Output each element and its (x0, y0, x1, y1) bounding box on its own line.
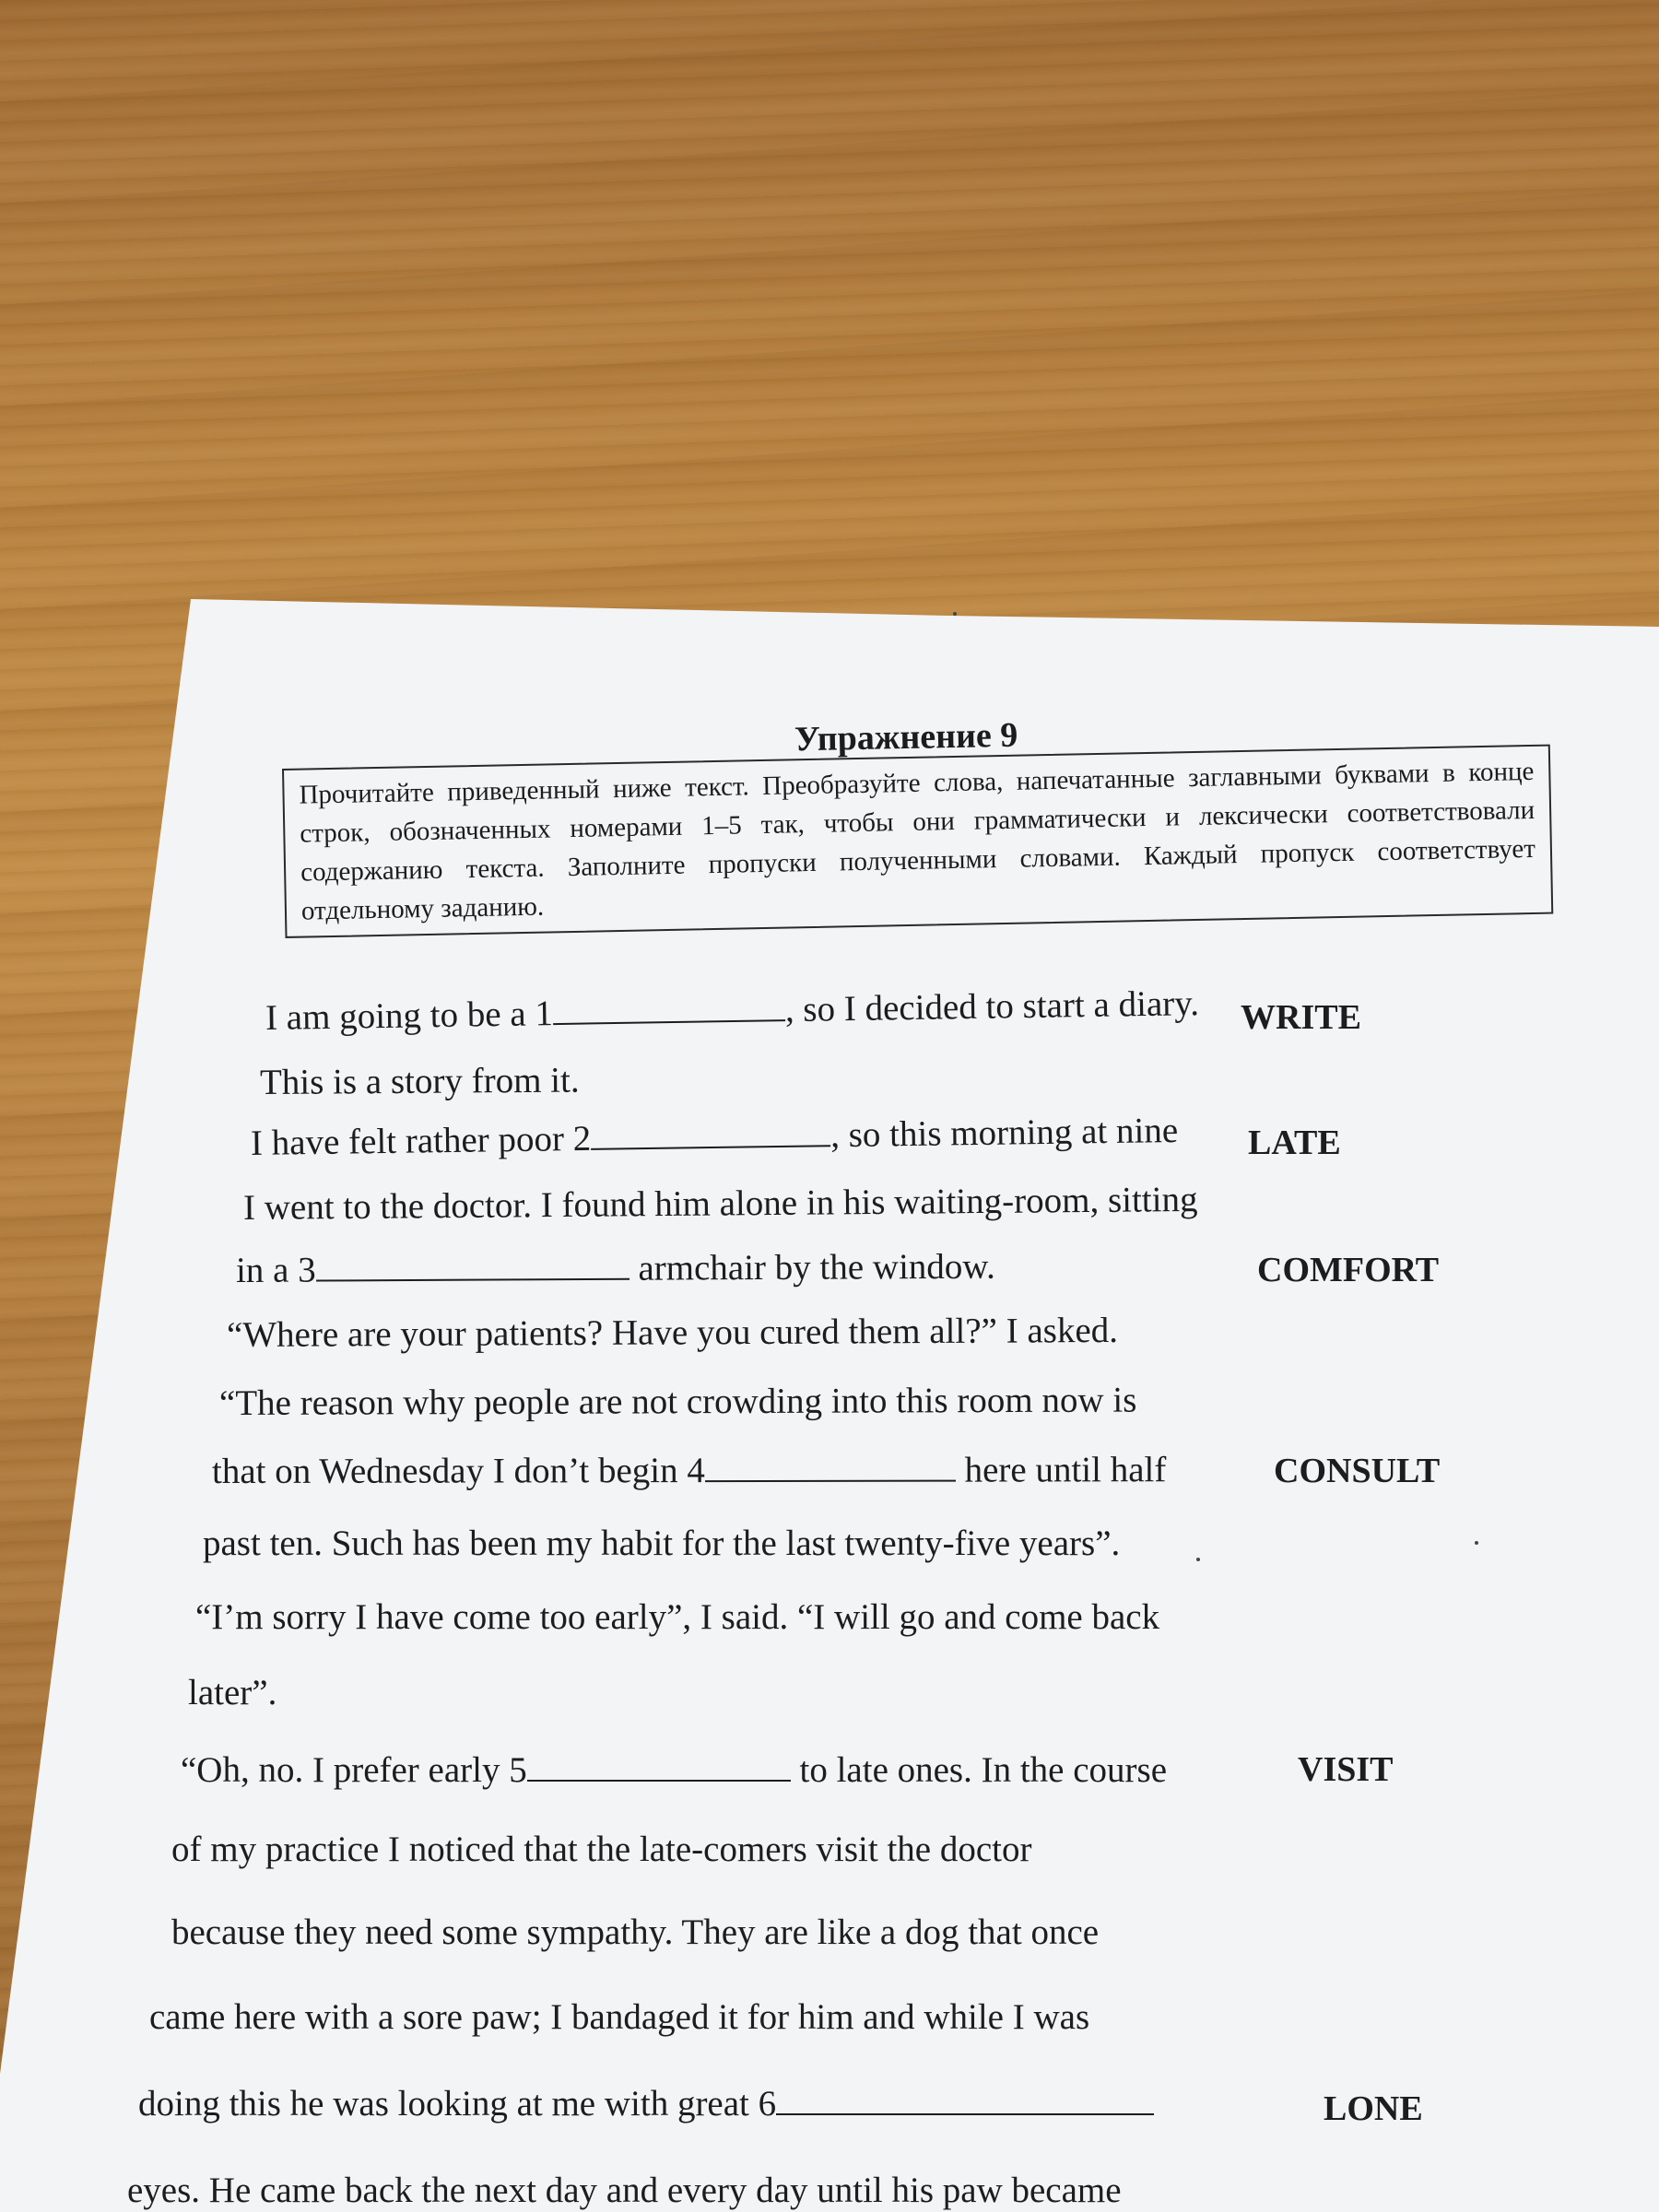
text-line-5 (236, 1246, 995, 1291)
line-text: in a 3 (235, 1250, 316, 1290)
text-line-11 (188, 1672, 276, 1713)
text-line-2 (260, 1060, 580, 1103)
ink-speck (1196, 1558, 1200, 1561)
ink-speck (1475, 1541, 1478, 1545)
ink-speck (953, 612, 957, 616)
keyword-consult: CONSULT (1274, 1452, 1441, 1490)
line-text: came here with a sore paw; I bandaged it for him and while I was (149, 1997, 1090, 2037)
text-line-6 (227, 1310, 1118, 1356)
line-text: I have felt rather poor 2 (250, 1118, 592, 1163)
line-text: I went to the doctor. I found him alone in his waiting-room, sitting (242, 1179, 1198, 1228)
line-text: to late ones. In the course (790, 1750, 1168, 1790)
keyword-write: WRITE (1241, 998, 1361, 1037)
line-text: that on Wednesday I don’t begin 4 (211, 1451, 705, 1491)
line-text: I am going to be a 1 (265, 994, 554, 1038)
line-text: , so I decided to start a diary. (784, 983, 1200, 1030)
text-line-8 (212, 1449, 1166, 1492)
answer-blank-2[interactable] (591, 1115, 830, 1150)
answer-blank-1[interactable] (553, 990, 786, 1025)
line-text: This is a story from it. (259, 1060, 580, 1102)
text-line-17 (127, 2170, 1122, 2211)
line-text: “Where are your patients? Have you cured them all?” I asked. (226, 1310, 1119, 1355)
answer-blank-4[interactable] (705, 1451, 956, 1482)
line-text: , so this morning at nine (830, 1110, 1179, 1156)
keyword-late: LATE (1248, 1124, 1341, 1162)
instructions-text: Прочитайте приведенный ниже текст. Преобразуйте слова, напечатанные заглавными буквами в конце строк, обозначенных номерами 1–5 так, чтобы они грамматически и лексически соответствовали содержанию текста. Заполните пропуски полученными словами. Каждый пропуск соответствует отдельному заданию. (299, 756, 1536, 926)
keyword-comfort: COMFORT (1257, 1251, 1440, 1289)
line-text: past ten. Such has been my habit for the last twenty-five years”. (203, 1524, 1121, 1563)
answer-blank-6[interactable] (776, 2084, 1154, 2115)
line-text: “Oh, no. I prefer early 5 (181, 1750, 527, 1790)
keyword-lone: LONE (1324, 2089, 1423, 2128)
text-line-7 (219, 1380, 1137, 1424)
text-line-4 (243, 1179, 1198, 1229)
exercise-title: Упражнение 9 (794, 715, 1018, 759)
answer-blank-3[interactable] (316, 1249, 629, 1282)
answer-blank-5[interactable] (527, 1750, 791, 1782)
line-text: doing this he was looking at me with great 6 (138, 2084, 777, 2124)
line-text: armchair by the window. (629, 1246, 995, 1288)
text-line-9 (203, 1523, 1120, 1564)
instructions-box (282, 745, 1553, 938)
line-text: eyes. He came back the next day and every day until his paw became (127, 2171, 1122, 2210)
text-line-15 (149, 1996, 1089, 2038)
text-line-12 (181, 1749, 1167, 1791)
line-text: here until half (955, 1450, 1167, 1490)
text-line-16 (138, 2083, 1154, 2124)
keyword-visit: VISIT (1298, 1750, 1394, 1789)
text-line-14 (171, 1912, 1099, 1953)
line-text: “I’m sorry I have come too early”, I said. “I will go and come back (195, 1597, 1160, 1637)
text-line-10 (195, 1596, 1159, 1638)
text-line-13 (171, 1829, 1032, 1870)
line-text: later”. (188, 1673, 277, 1712)
line-text: “The reason why people are not crowding into this room now is (218, 1380, 1137, 1423)
line-text: because they need some sympathy. They are like a dog that once (171, 1912, 1100, 1952)
line-text: of my practice I noticed that the late-comers visit the doctor (171, 1830, 1032, 1869)
